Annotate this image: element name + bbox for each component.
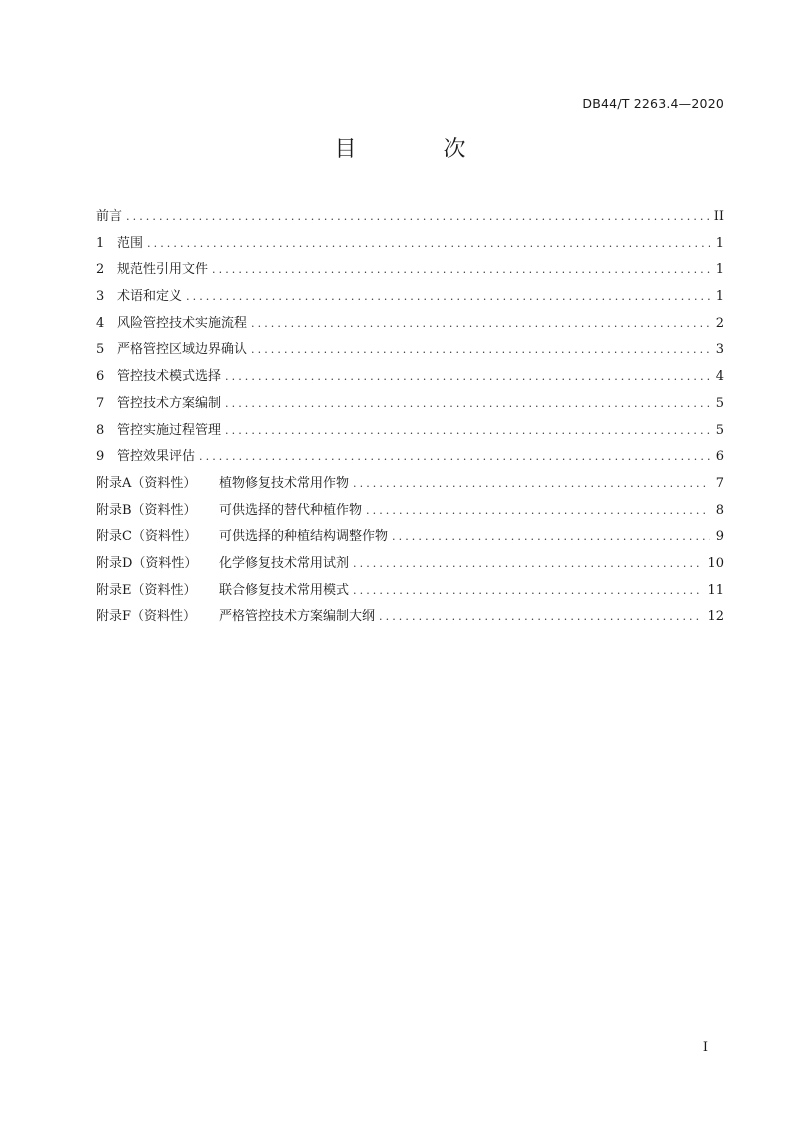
toc-entry[interactable]: [96, 604, 724, 631]
toc-entry-page: 2: [715, 315, 724, 331]
toc-title: 目 次: [334, 137, 506, 162]
toc-entry[interactable]: [96, 551, 724, 578]
toc-entry-page: II: [713, 209, 724, 224]
toc-entry-number: 4: [96, 315, 105, 331]
toc-entry[interactable]: [96, 337, 724, 364]
toc-entry[interactable]: [96, 391, 724, 418]
toc-entry-page: 9: [715, 529, 724, 545]
toc-entry-number: 3: [96, 289, 105, 305]
toc-entry-page: 3: [715, 342, 724, 358]
toc-dot-leader: [353, 578, 703, 605]
toc-entry-annex-prefix: 附录B（资料性）: [96, 502, 197, 518]
toc-entry-label: 可供选择的种植结构调整作物: [219, 529, 389, 545]
toc-entry-label: 化学修复技术常用试剂: [219, 555, 350, 571]
toc-entry-page: 11: [707, 582, 724, 598]
page-number: I: [702, 1040, 708, 1055]
toc-entry-label: 严格管控技术方案编制大纲: [219, 609, 376, 625]
toc-entry[interactable]: [96, 284, 724, 311]
toc-entry-annex-prefix: 附录E（资料性）: [96, 582, 197, 598]
toc-entry[interactable]: [96, 204, 724, 231]
toc-entry-label: 植物修复技术常用作物: [219, 475, 350, 491]
toc-dot-leader: [225, 418, 710, 445]
toc-entry-page: 1: [715, 235, 724, 251]
toc-entry[interactable]: [96, 498, 724, 525]
toc-entry-page: 5: [715, 422, 724, 438]
toc-dot-leader: [251, 311, 710, 338]
toc-entry[interactable]: [96, 231, 724, 258]
toc-dot-leader: [353, 471, 710, 498]
toc-entry-number: 6: [96, 369, 105, 385]
toc-entry[interactable]: [96, 364, 724, 391]
toc-dot-leader: [186, 284, 710, 311]
toc-entry-number: 2: [96, 262, 105, 278]
toc-entry-label: 严格管控区域边界确认: [117, 342, 248, 358]
toc-entry-page: 6: [715, 449, 724, 465]
toc-entry-page: 4: [715, 369, 724, 385]
toc-entry[interactable]: [96, 471, 724, 498]
toc-entry[interactable]: [96, 578, 724, 605]
toc-entry-page: 1: [715, 262, 724, 278]
toc-entry-page: 1: [715, 289, 724, 305]
toc-entry-label: 管控技术模式选择: [117, 369, 222, 385]
toc-dot-leader: [353, 551, 703, 578]
toc-dot-leader: [212, 257, 710, 284]
toc-entry-page: 7: [715, 475, 724, 491]
toc-entry-label: 管控实施过程管理: [117, 422, 222, 438]
toc-dot-leader: [225, 364, 710, 391]
toc-entry[interactable]: [96, 418, 724, 445]
toc-dot-leader: [126, 204, 710, 231]
toc-entry[interactable]: [96, 311, 724, 338]
toc-entry[interactable]: [96, 524, 724, 551]
toc-dot-leader: [147, 231, 710, 258]
toc-entry-annex-prefix: 附录F（资料性）: [96, 609, 197, 625]
toc-entry-label: 风险管控技术实施流程: [117, 315, 248, 331]
toc-entry[interactable]: [96, 257, 724, 284]
toc-entry-label: 术语和定义: [117, 289, 183, 305]
toc-entry-page: 5: [715, 395, 724, 411]
toc-entry-label: 管控技术方案编制: [117, 395, 222, 411]
toc-dot-leader: [225, 391, 710, 418]
toc-entry-label: 管控效果评估: [117, 449, 196, 465]
toc-dot-leader: [251, 337, 710, 364]
table-of-contents: [96, 204, 724, 631]
toc-entry-annex-prefix: 附录D（资料性）: [96, 555, 198, 571]
toc-entry-label: 可供选择的替代种植作物: [219, 502, 363, 518]
toc-dot-leader: [366, 498, 710, 525]
toc-entry[interactable]: [96, 444, 724, 471]
toc-dot-leader: [392, 524, 710, 551]
toc-dot-leader: [379, 604, 703, 631]
toc-entry-label: 范围: [117, 235, 144, 251]
document-code: DB44/T 2263.4—2020: [582, 96, 724, 111]
toc-entry-label: 规范性引用文件: [117, 262, 209, 278]
toc-entry-number: 7: [96, 395, 105, 411]
toc-entry-label: 前言: [96, 209, 123, 224]
toc-entry-page: 12: [707, 609, 724, 625]
toc-entry-annex-prefix: 附录C（资料性）: [96, 529, 197, 545]
toc-dot-leader: [199, 444, 710, 471]
toc-entry-number: 1: [96, 235, 105, 251]
toc-entry-number: 9: [96, 449, 105, 465]
toc-entry-label: 联合修复技术常用模式: [219, 582, 350, 598]
toc-entry-annex-prefix: 附录A（资料性）: [96, 475, 197, 491]
toc-entry-page: 10: [707, 555, 724, 571]
toc-entry-number: 8: [96, 422, 105, 438]
toc-entry-number: 5: [96, 342, 105, 358]
toc-entry-page: 8: [715, 502, 724, 518]
